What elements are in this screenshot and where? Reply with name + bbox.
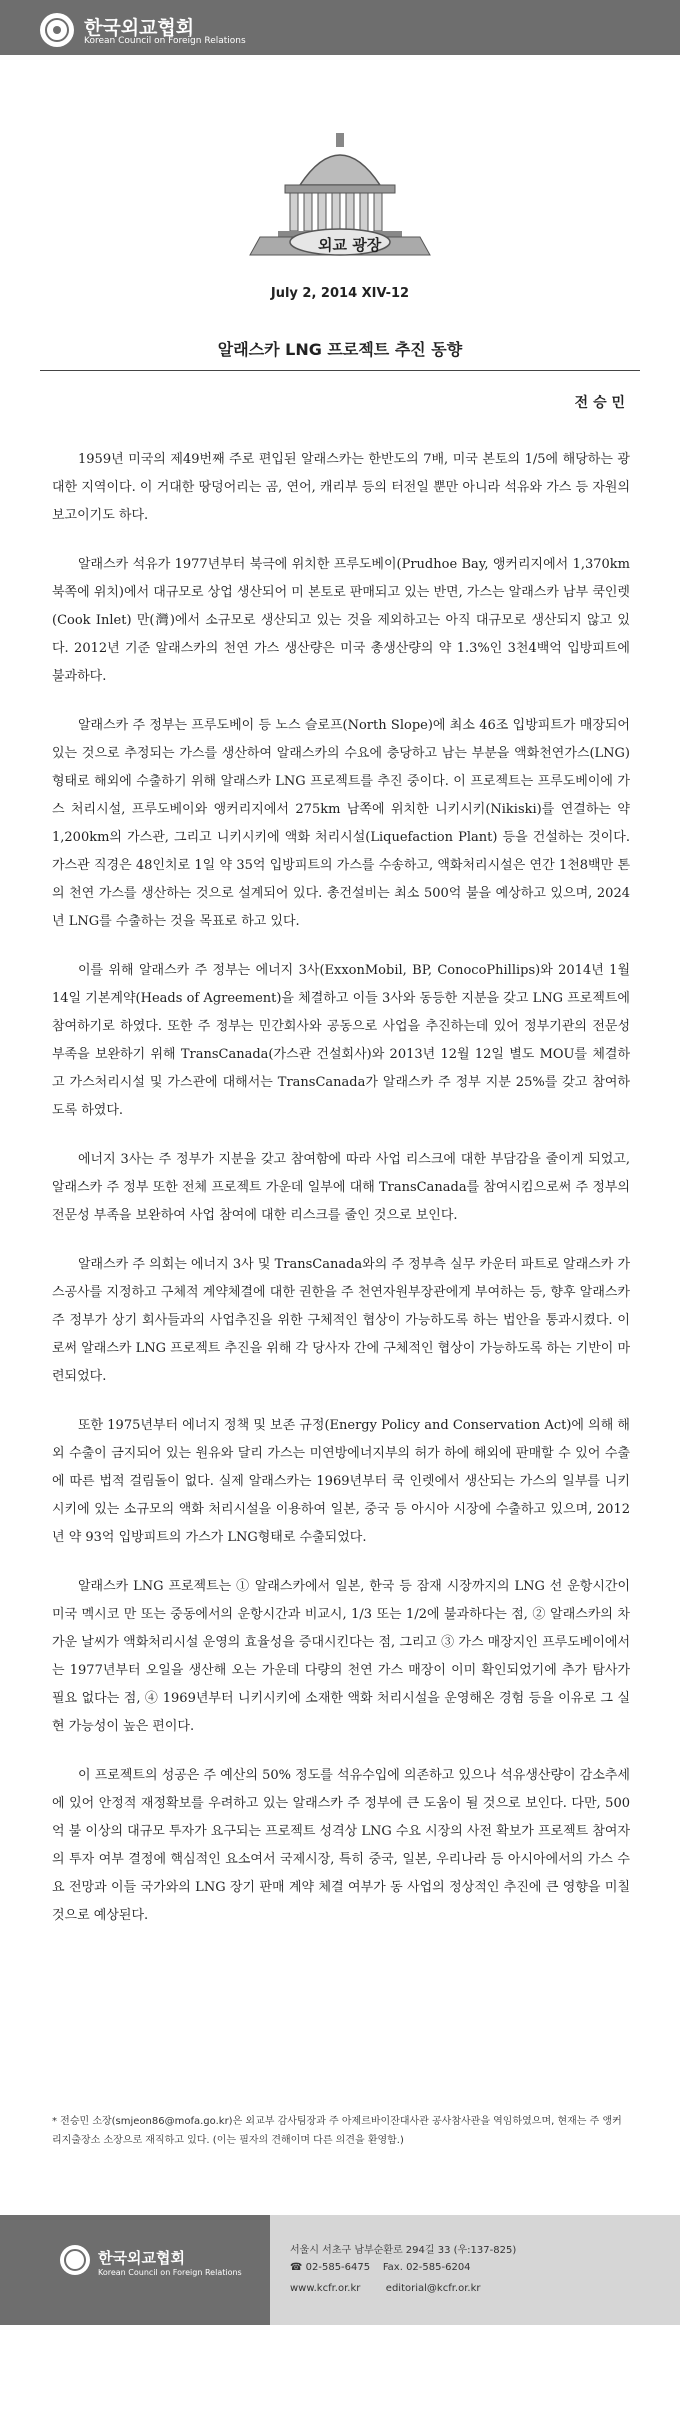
footer-org-name-en: Korean Council on Foreign Relations: [98, 2268, 242, 2277]
paragraph: 이 프로젝트의 성공은 주 예산의 50% 정도를 석유수입에 의존하고 있으나 석유생산량이 감소추세에 있어 안정적 재정확보를 우려하고 있는 알래스카 주 정부에 큰 도움이 될 것으로 보인다. 다만, 500억 불 이상의 대규모 투자가 요구되는 프로젝트 성격상 LNG 수요 시장의 사전 확보가 프로젝트 참여자의 투자 여부 결정에 핵심적인 요소여서 국제시장, 특히 중국, 일본, 우리나라 등 아시아에서의 가스 수요 전망과 이들 국가와의 LNG 장기 판매 계약 체결 여부가 동 사업의 정상적인 추진에 큰 영향을 미칠 것으로 예상된다.: [52, 1768, 631, 1923]
paragraph: 알래스카 주 의회는 에너지 3사 및 TransCanada와의 주 정부측 실무 카운터 파트로 알래스카 가스공사를 지정하고 구체적 계약체결에 대한 권한을 주 천연자원부장관에게 부여하는 등, 향후 알래스카 주 정부가 상기 회사들과의 사업추진을 위한 구체적인 협상이 가능하도록 하는 법안을 통과시켰다. 이로써 알래스카 LNG 프로젝트 추진을 위해 각 당사자 간에 구체적인 협상이 가능하도록 하는 기반이 마련되었다.: [52, 1257, 631, 1384]
org-name-en: Korean Council on Foreign Relations: [84, 36, 246, 46]
org-logo-icon: [40, 13, 74, 47]
paragraph: 알래스카 석유가 1977년부터 북극에 위치한 프루도베이(Prudhoe Bay, 앵커리지에서 1,370km 북쪽에 위치)에서 대규모로 상업 생산되어 미 본토로 판매되고 있는 반면, 가스는 알래스카 남부 쿡인렛(Cook Inlet) 만(灣)에서 소규모로 생산되고 있는 것을 제외하고는 아직 대규모로 생산되지 않고 있다. 2012년 기준 알래스카의 천연 가스 생산량은 미국 총생산량의 약 1.3%인 3천4백억 입방피트에 불과하다.: [52, 557, 630, 684]
org-name: 한국외교협회: [84, 17, 195, 39]
paragraph: 알래스카 LNG 프로젝트는 ① 알래스카에서 일본, 한국 등 잠재 시장까지의 LNG 선 운항시간이 미국 멕시코 만 또는 중동에서의 운항시간과 비교시, 1/3 또는 1/2에 불과하다는 점, ② 알래스카의 차가운 날씨가 액화처리시설 운영의 효율성을 증대시킨다는 점, 그리고 ③ 가스 매장지인 프루도베이에서는 1977년부터 오일을 생산해 오는 가운데 다량의 천연 가스 매장이 이미 확인되었기에 추가 탐사가 필요 없다는 점, ④ 1969년부터 니키시키에 소재한 액화 처리시설을 운영해온 경험 등을 이유로 그 실현 가능성이 높은 편이다.: [52, 1579, 630, 1734]
footer-phone-fax: ☎ 02-585-6475 Fax. 02-585-6204: [290, 2262, 471, 2273]
article-title: 알래스카 LNG 프로젝트 추진 동향: [217, 340, 463, 359]
paragraph: 에너지 3사는 주 정부가 지분을 갖고 참여함에 따라 사업 리스크에 대한 부담감을 줄이게 되었고, 알래스카 주 정부 또한 전체 프로젝트 가운데 일부에 대해 TransCanada를 참여시킴으로써 주 정부의 전문성 부족을 보완하여 사업 참여에 대한 리스크를 줄인 것으로 보인다.: [52, 1152, 630, 1223]
paragraph: 또한 1975년부터 에너지 정책 및 보존 규정(Energy Policy and Conservation Act)에 의해 해외 수출이 금지되어 있는 원유와 달리 가스는 미연방에너지부의 허가 하에 해외에 판매할 수 있어 수출에 따른 법적 걸림돌이 없다. 실제 알래스카는 1969년부터 쿡 인렛에서 생산되는 가스의 일부를 니키시키에 있는 소규모의 액화 처리시설을 이용하여 일본, 중국 등 아시아 시장에 수출하고 있으며, 2012년 약 93억 입방피트의 가스가 LNG형태로 수출되었다.: [52, 1418, 630, 1545]
issue-info: July 2, 2014 XIV-12: [270, 286, 410, 301]
paragraph: 1959년 미국의 제49번째 주로 편입된 알래스카는 한반도의 7배, 미국 본토의 1/5에 해당하는 광대한 지역이다. 이 거대한 땅덩어리는 곰, 연어, 캐리부 등의 터전일 뿐만 아니라 석유와 가스 등 자원의 보고이기도 하다.: [52, 452, 630, 523]
author-name: 전 승 민: [574, 395, 625, 411]
paragraph: 알래스카 주 정부는 프루도베이 등 노스 슬로프(North Slope)에 최소 46조 입방피트가 매장되어 있는 것으로 추정되는 가스를 생산하여 알래스카의 수요에 충당하고 남는 부분을 액화천연가스(LNG) 형태로 해외에 수출하기 위해 알래스카 LNG 프로젝트를 추진 중이다. 이 프로젝트는 프루도베이에 가스 처리시설, 프루도베이와 앵커리지에서 275km 남쪽에 위치한 니키시키(Nikiski)를 연결하는 약 1,200km의 가스관, 그리고 니키시키에 액화 처리시설(Liquefaction Plant) 등을 건설하는 것이다. 가스관 직경은 48인치로 1일 약 35억 입방피트의 가스를 수송하고, 액화처리시설은 연간 1천8백만 톤의 천연 가스를 생산하는 것으로 설계되어 있다. 총건설비는 최소 500억 불을 예상하고 있으며, 2024년 LNG를 수출하는 것을 목표로 하고 있다.: [52, 718, 630, 929]
footer-address: 서울시 서초구 남부순환로 294길 33 (우:137-825): [290, 2245, 517, 2256]
footer-logo-icon: [60, 2245, 90, 2275]
footer-org-name: 한국외교협회: [98, 2249, 185, 2267]
author-note: * 전승민 소장(smjeon86@mofa.go.kr)은 외교부 감사팀장과 주 아제르바이잔대사관 공사참사관을 역임하였으며, 현재는 주 앵커리지출장소 소장으로 재직하고 있다. (이는 필자의 견해이며 다른 의견을 환영함.): [52, 2116, 622, 2146]
masthead-badge: 외교 광장: [318, 236, 382, 254]
footer-web-email[interactable]: www.kcfr.or.kr editorial@kcfr.or.kr: [290, 2283, 481, 2294]
title-divider: [40, 370, 640, 371]
paragraph: 이를 위해 알래스카 주 정부는 에너지 3사(ExxonMobil, BP, ConocoPhillips)와 2014년 1월 14일 기본계약(Heads of Agreement)을 체결하고 이들 3사와 동등한 지분을 갖고 LNG 프로젝트에 참여하기로 하였다. 또한 주 정부는 민간회사와 공동으로 사업을 추진하는데 있어 정부기관의 전문성 부족을 보완하기 위해 TransCanada(가스관 건설회사)와 2013년 12월 12일 별도 MOU를 체결하고 가스처리시설 및 가스관에 대해서는 TransCanada가 알래스카 주 정부 지분 25%를 갖고 참여하도록 하였다.: [52, 963, 630, 1118]
article-body: [52, 446, 630, 1951]
